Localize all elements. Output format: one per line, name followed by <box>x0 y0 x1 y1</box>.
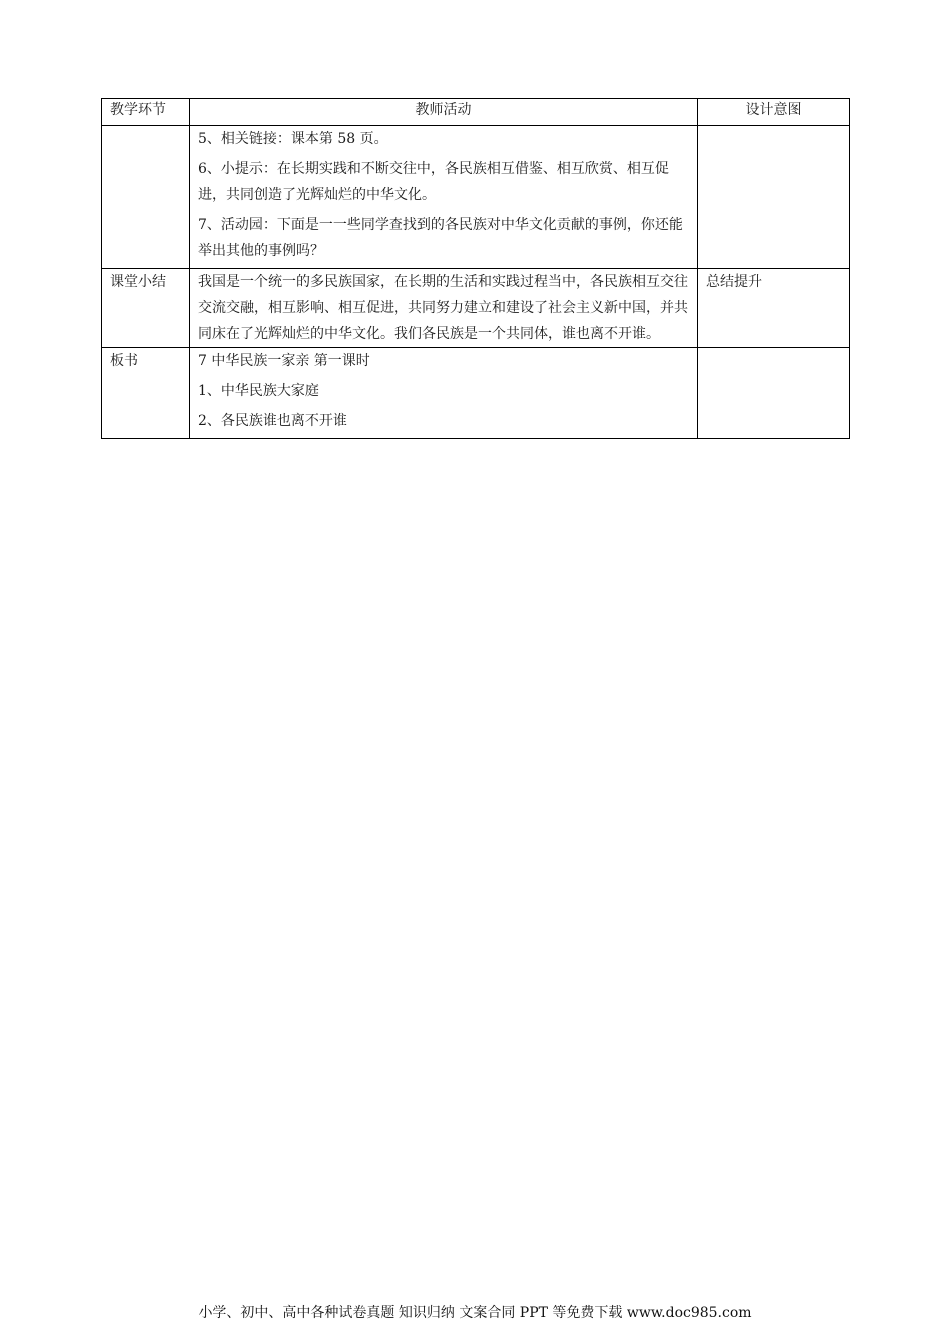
board-line: 7 中华民族一家亲 第一课时 <box>198 353 370 369</box>
row-stage: 板书 <box>102 348 190 439</box>
row-intent <box>698 126 850 269</box>
header-stage: 教学环节 <box>102 99 190 126</box>
row-activity: 我国是一个统一的多民族国家，在长期的生活和实践过程当中，各民族相互交往交流交融，相互影响、相互促进，共同努力建立和建设了社会主义新中国，并共同床在了光辉灿烂的中华文化。我们各民族是一个共同体，谁也离不开谁。 <box>190 269 698 348</box>
row-stage <box>102 126 190 269</box>
page-footer: 小学、初中、高中各种试卷真题 知识归纳 文案合同 PPT 等免费下载 www.doc985.com <box>198 1305 752 1321</box>
activity-line: 7、活动园：下面是一一些同学查找到的各民族对中华文化贡献的事例，你还能举出其他的事例吗？ <box>198 217 683 259</box>
table-row <box>102 126 850 269</box>
header-activity: 教师活动 <box>190 99 698 126</box>
activity-line: 5、相关链接：课本第 58 页。 <box>198 131 388 147</box>
row-intent <box>698 348 850 439</box>
table-row <box>102 269 850 348</box>
table-header-row <box>102 99 850 126</box>
row-stage: 课堂小结 <box>102 269 190 348</box>
board-line: 1、中华民族大家庭 <box>198 383 319 399</box>
board-line: 2、各民族谁也离不开谁 <box>198 413 347 429</box>
row-activity <box>190 348 698 439</box>
row-activity <box>190 126 698 269</box>
activity-line: 6、小提示：在长期实践和不断交往中，各民族相互借鉴、相互欣赏、相互促进，共同创造了光辉灿烂的中华文化。 <box>198 161 669 203</box>
table-row <box>102 348 850 439</box>
header-intent: 设计意图 <box>698 99 850 126</box>
lesson-plan-table <box>101 98 850 439</box>
row-intent: 总结提升 <box>698 269 850 348</box>
